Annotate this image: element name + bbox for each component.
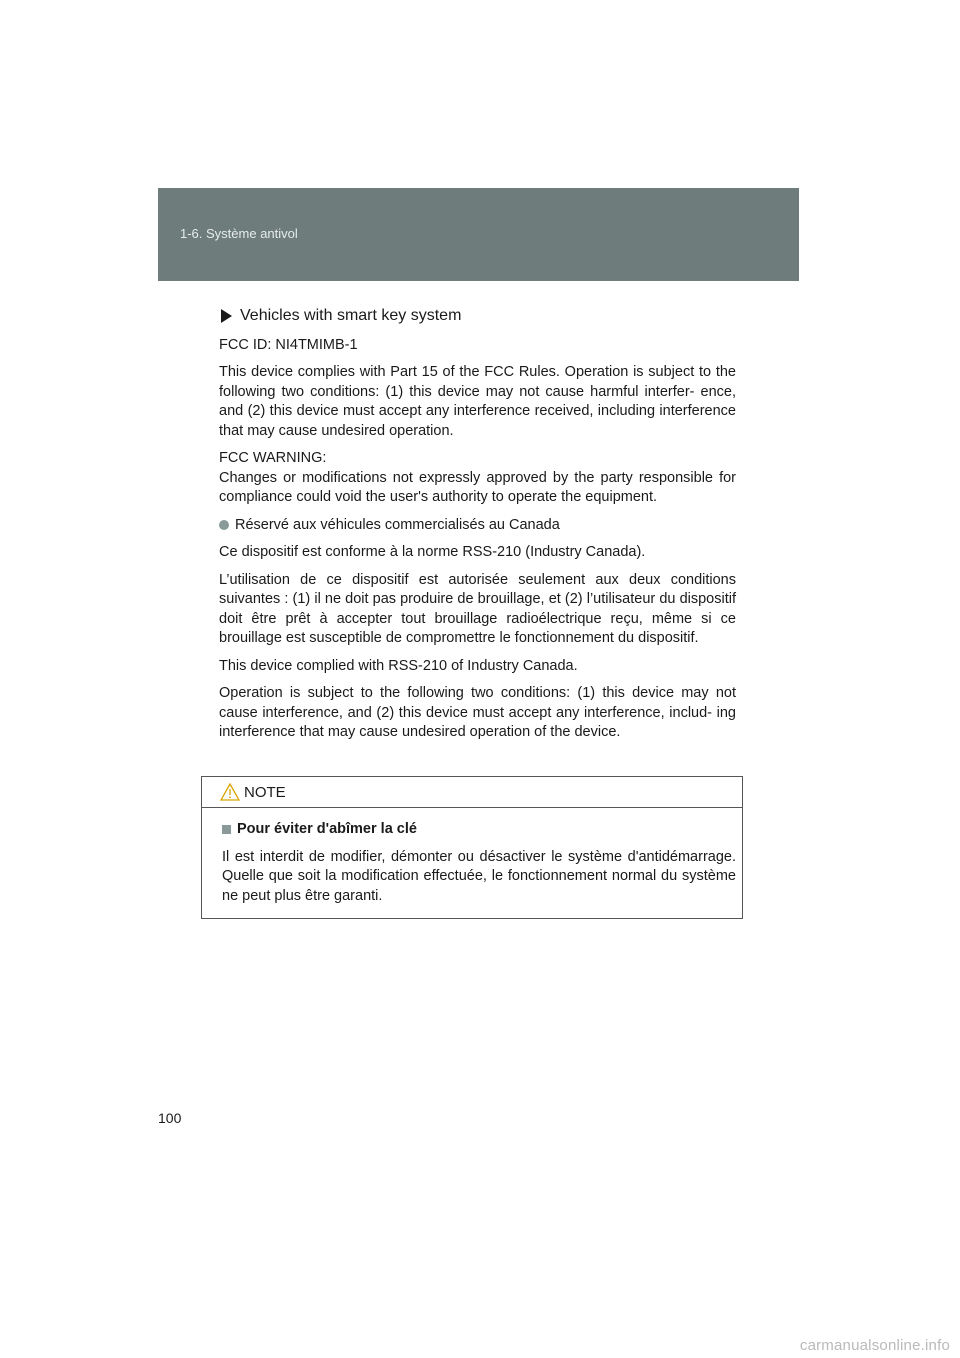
fcc-warning-block	[219, 449, 736, 508]
section-header-band	[158, 188, 799, 281]
note-box	[201, 776, 743, 919]
circle-bullet-icon	[219, 520, 229, 530]
note-label: NOTE	[244, 784, 286, 801]
note-header	[202, 777, 742, 808]
note-heading	[222, 820, 736, 840]
fcc-compliance-paragraph: This device complies with Part 15 of the FCC Rules. Operation is subject to the following two conditions: (1) this device may not cause harmful interfer- ence, and (2) this device must accept any interference received, including interference that may cause undesired operation.	[219, 364, 736, 439]
operation-en-paragraph: Operation is subject to the following two conditions: (1) this device may not cause interference, and (2) this device must accept any interference, includ- ing interference that may cause undesired operation of the device.	[219, 685, 736, 740]
page-number: 100	[158, 1110, 182, 1126]
note-text: Il est interdit de modifier, démonter ou désactiver le système d'antidémarrage. Quelle que soit la modification effectuée, le fonctionnement normal du système ne peut plus être garanti.	[222, 848, 736, 904]
section-title: 1-6. Système antivol	[180, 226, 298, 241]
rss-fr-paragraph: Ce dispositif est conforme à la norme RSS-210 (Industry Canada).	[219, 544, 646, 560]
play-triangle-icon	[221, 309, 232, 323]
square-bullet-icon	[222, 825, 231, 834]
usage-fr-paragraph: L’utilisation de ce dispositif est autorisée seulement aux deux conditions suivantes : (1) il ne doit pas produire de brouillage, et (2) l’utilisateur du dispositif doit être prêt à accepter tout brouillage radioélectrique reçu, même si ce brouillage est susceptible de compromettre le fonctionnement du dispositif.	[219, 571, 736, 646]
canada-heading	[219, 516, 736, 536]
note-body	[222, 820, 736, 914]
watermark-text: carmanualsonline.info	[799, 1337, 950, 1354]
main-content	[219, 306, 736, 751]
warning-triangle-icon	[220, 783, 240, 806]
fcc-id: FCC ID: NI4TMIMB-1	[219, 336, 358, 353]
rss-en-paragraph: This device complied with RSS-210 of Industry Canada.	[219, 657, 578, 674]
fcc-warning-title: FCC WARNING:	[219, 450, 327, 466]
lead-text: Vehicles with smart key system	[240, 307, 462, 324]
fcc-warning-text: Changes or modifications not expressly approved by the party responsible for compliance could void the user's authority to operate the equipment.	[219, 469, 736, 505]
canada-heading-text: Réservé aux véhicules commercialisés au Canada	[235, 516, 560, 533]
note-heading-text: Pour éviter d'abîmer la clé	[237, 821, 417, 837]
lead-heading	[219, 306, 736, 326]
